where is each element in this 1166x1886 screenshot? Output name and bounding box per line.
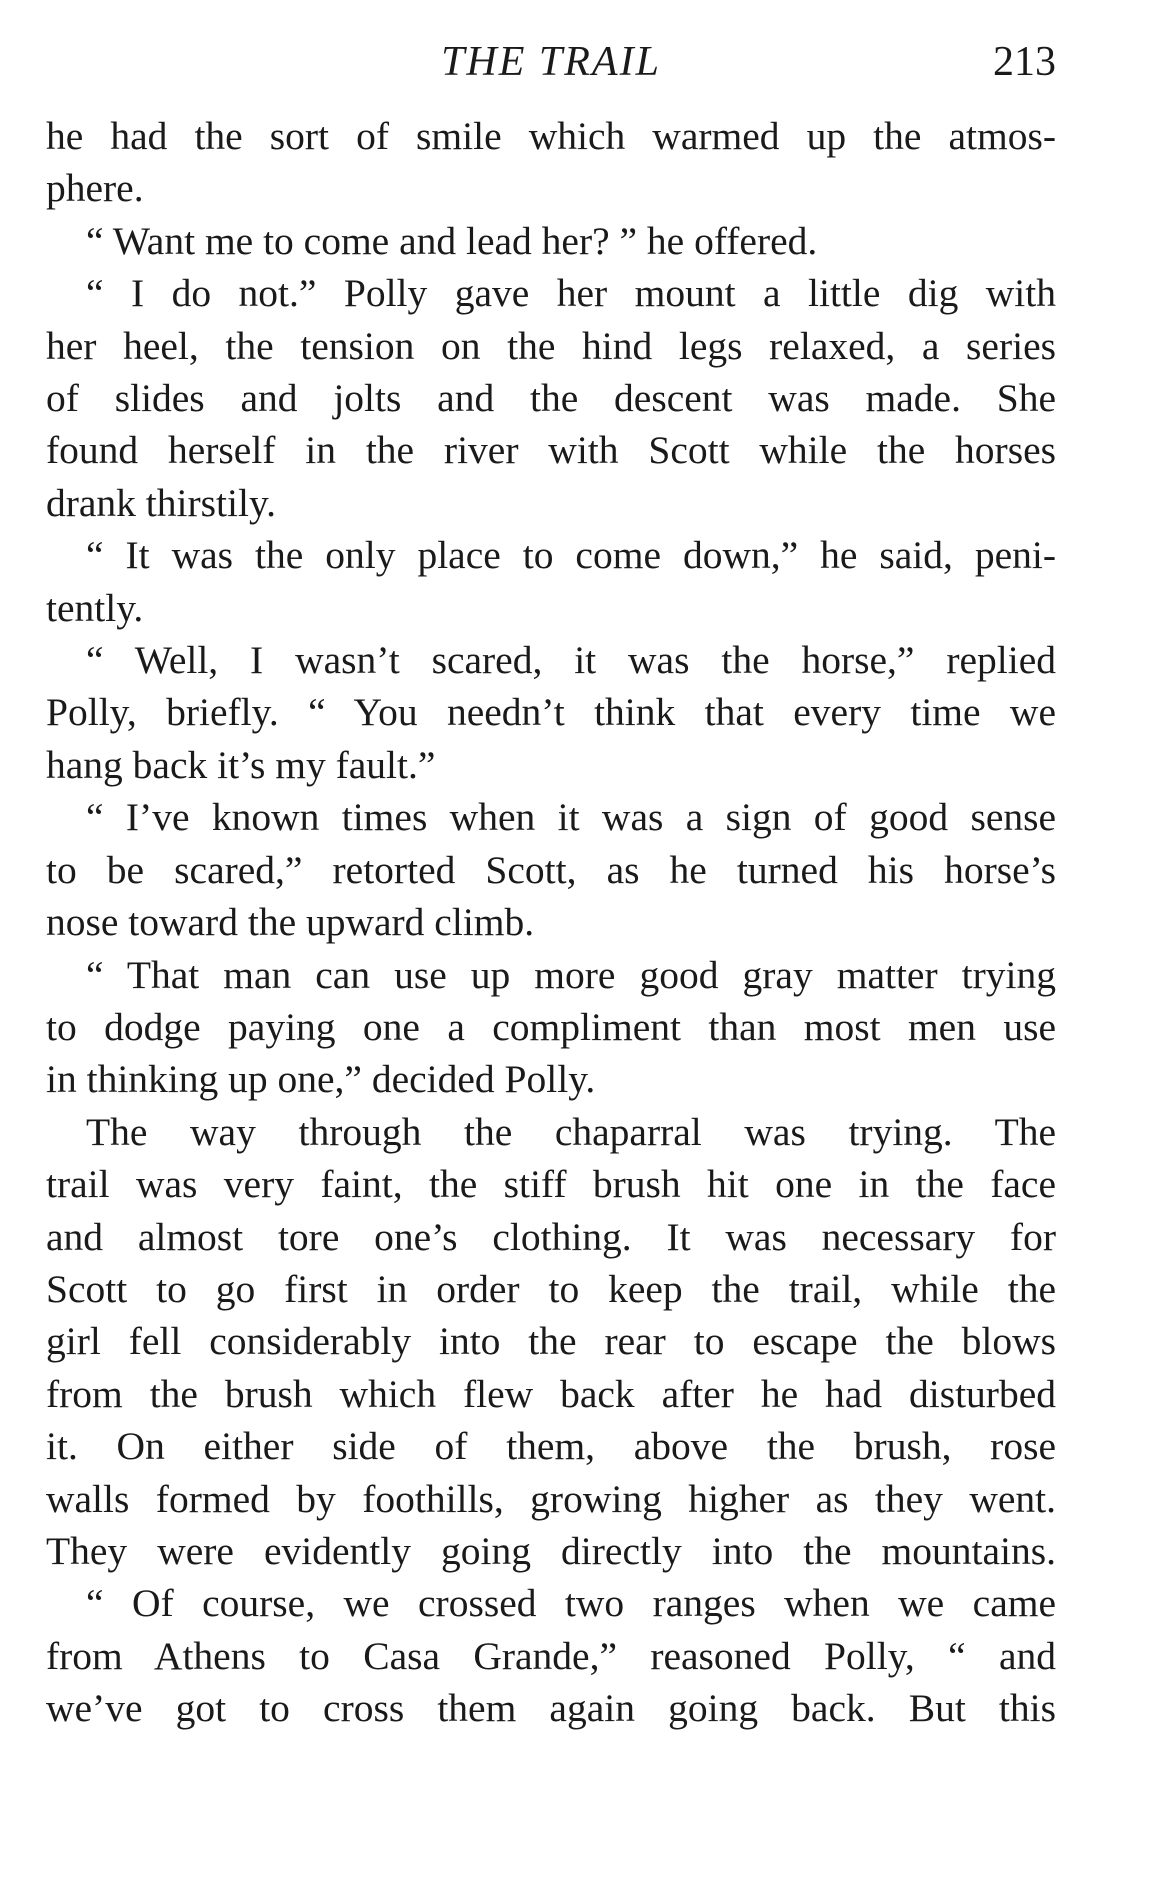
- text-line: Polly, briefly. “ You needn’t think that every time we: [46, 690, 1056, 735]
- text-line: to be scared,” retorted Scott, as he turned his horse’s: [46, 847, 1056, 892]
- text-line: we’ve got to cross them again going back. But this: [46, 1686, 1056, 1731]
- text-line: “ I’ve known times when it was a sign of good sense: [86, 795, 1056, 840]
- text-line: trail was very faint, the stiff brush hit one in the face: [46, 1162, 1056, 1207]
- text-line: Scott to go first in order to keep the trail, while the: [46, 1266, 1056, 1311]
- text-line: “ That man can use up more good gray matter trying: [86, 952, 1056, 997]
- text-line: The way through the chaparral was trying. The: [86, 1109, 1056, 1154]
- text-line: girl fell considerably into the rear to escape the blows: [46, 1319, 1056, 1364]
- book-page: [46, 38, 1056, 1735]
- running-title: THE TRAIL: [441, 39, 661, 85]
- text-line: drank thirstily.: [46, 480, 277, 525]
- text-line: and almost tore one’s clothing. It was necessary for: [46, 1214, 1056, 1259]
- text-line: from Athens to Casa Grande,” reasoned Polly, “ and: [46, 1633, 1056, 1678]
- text-line: “ Want me to come and lead her? ” he offered.: [86, 218, 818, 263]
- text-line: he had the sort of smile which warmed up the atmos-: [46, 114, 1056, 158]
- text-line: hang back it’s my fault.”: [46, 742, 436, 787]
- text-line: phere.: [46, 166, 144, 211]
- text-line: “ Well, I wasn’t scared, it was the horse,” replied: [86, 638, 1056, 683]
- text-line: her heel, the tension on the hind legs relaxed, a series: [46, 323, 1056, 368]
- text-line: tently.: [46, 585, 144, 630]
- page-number: 213: [993, 39, 1056, 85]
- text-line: “ I do not.” Polly gave her mount a little dig with: [86, 271, 1056, 316]
- text-line: in thinking up one,” decided Polly.: [46, 1057, 596, 1102]
- text-line: nose toward the upward climb.: [46, 900, 535, 945]
- body-text: [46, 110, 1056, 1735]
- running-head: [46, 38, 1056, 94]
- text-line: found herself in the river with Scott while the horses: [46, 428, 1056, 473]
- text-line: of slides and jolts and the descent was made. She: [46, 376, 1056, 421]
- text-line: from the brush which flew back after he had disturbed: [46, 1371, 1056, 1416]
- text-line: They were evidently going directly into the mountains.: [46, 1528, 1056, 1573]
- text-line: “ Of course, we crossed two ranges when we came: [86, 1581, 1056, 1626]
- text-line: it. On either side of them, above the brush, rose: [46, 1424, 1056, 1469]
- text-line: to dodge paying one a compliment than most men use: [46, 1004, 1056, 1049]
- text-line: walls formed by foothills, growing higher as they went.: [46, 1476, 1056, 1521]
- text-line: “ It was the only place to come down,” he said, peni-: [86, 533, 1056, 578]
